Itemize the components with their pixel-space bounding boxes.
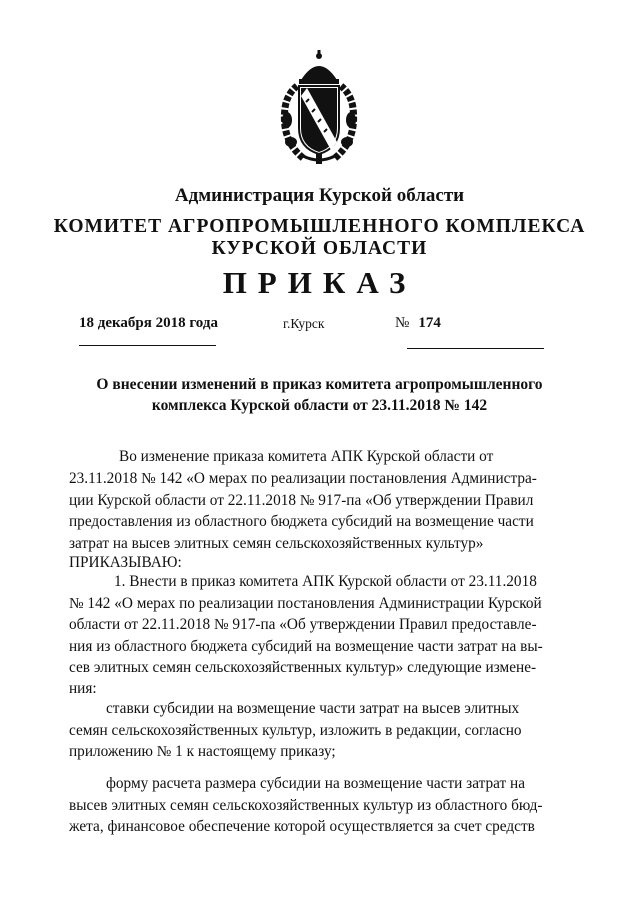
body-line: затрат на высев элитных семян сельскохозяйственных культур» xyxy=(69,535,484,552)
body-line: ния: xyxy=(69,680,97,697)
body-line: № 142 «О мерах по реализации постановления Администрации Курской xyxy=(69,595,542,612)
body-line: сев элитных семян сельскохозяйственных культур» следующие измене- xyxy=(69,659,537,676)
committee-title-line2: КУРСКОЙ ОБЛАСТИ xyxy=(211,238,428,259)
coat-of-arms-emblem xyxy=(279,50,359,168)
body-line: форму расчета размера субсидии на возмещение части затрат на xyxy=(106,775,526,792)
subject-line2: комплекса Курской области от 23.11.2018 № 142 xyxy=(151,397,488,414)
body-line: приложению № 1 к настоящему приказу; xyxy=(69,743,336,760)
body-line: Во изменение приказа комитета АПК Курской области от xyxy=(119,448,494,465)
number-value: 174 xyxy=(418,315,441,331)
order-date: 18 декабря 2018 года xyxy=(79,315,218,331)
subject-line1: О внесении изменений в приказ комитета агропромышленного xyxy=(96,376,543,393)
order-number xyxy=(395,315,441,332)
body-line: ния из областного бюджета субсидий на возмещение части затрат на вы- xyxy=(69,638,543,655)
document-type-heading: ПРИКАЗ xyxy=(222,265,417,300)
body-line: ПРИКАЗЫВАЮ: xyxy=(69,554,182,571)
body-line: предоставления из областного бюджета субсидий на возмещение части xyxy=(69,513,534,530)
number-underline xyxy=(407,348,544,349)
committee-title-line1: КОМИТЕТ АГРОПРОМЫШЛЕННОГО КОМПЛЕКСА xyxy=(53,216,586,237)
number-sign: № xyxy=(395,315,410,331)
body-line: жета, финансовое обеспечение которой осуществляется за счет средств xyxy=(69,818,535,835)
body-line: высев элитных семян сельскохозяйственных культур из областного бюд- xyxy=(69,797,543,814)
body-line: семян сельскохозяйственных культур, изложить в редакции, согласно xyxy=(69,722,522,739)
body-line: 23.11.2018 № 142 «О мерах по реализации постановления Администра- xyxy=(69,470,537,487)
body-line: 1. Внести в приказ комитета АПК Курской области от 23.11.2018 xyxy=(114,573,537,590)
administration-title: Администрация Курской области xyxy=(174,185,465,206)
body-line: области от 22.11.2018 № 917-па «Об утверждении Правил предоставле- xyxy=(69,616,537,633)
body-line: ставки субсидии на возмещение части затрат на высев элитных xyxy=(106,700,520,717)
order-city: г.Курск xyxy=(283,316,325,331)
date-underline xyxy=(79,345,216,346)
body-line: ции Курской области от 22.11.2018 № 917-па «Об утверждении Правил xyxy=(69,492,534,509)
